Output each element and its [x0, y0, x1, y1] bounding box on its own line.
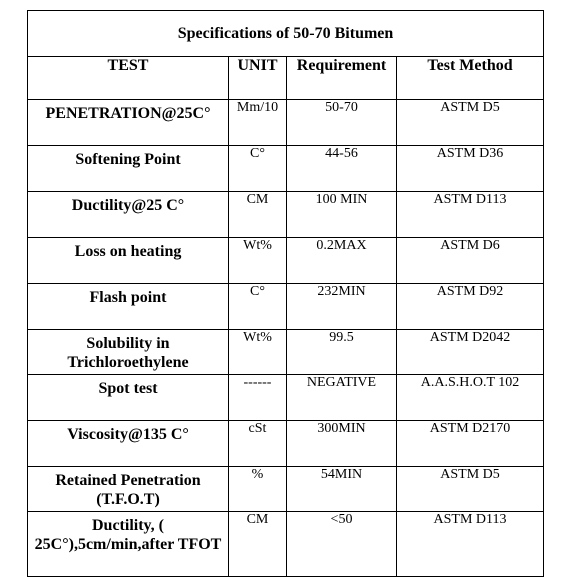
table-row	[28, 238, 544, 284]
unit-cell: Wt%	[229, 238, 287, 284]
test-name: Viscosity@135 C°	[28, 421, 229, 467]
test-name: Ductility@25 C°	[28, 192, 229, 238]
unit-cell: cSt	[229, 421, 287, 467]
test-name: Spot test	[28, 375, 229, 421]
unit-cell: CM	[229, 512, 287, 577]
table-row	[28, 330, 544, 375]
table-row	[28, 375, 544, 421]
requirement-cell: NEGATIVE	[287, 375, 397, 421]
unit-cell: %	[229, 467, 287, 512]
requirement-cell: 50-70	[287, 100, 397, 146]
header-unit: UNIT	[229, 57, 287, 100]
method-cell: ASTM D2042	[397, 330, 544, 375]
method-cell: ASTM D113	[397, 512, 544, 577]
requirement-cell: 300MIN	[287, 421, 397, 467]
header-requirement: Requirement	[287, 57, 397, 100]
method-cell: ASTM D92	[397, 284, 544, 330]
method-cell: ASTM D6	[397, 238, 544, 284]
method-cell: ASTM D113	[397, 192, 544, 238]
test-name: Retained Penetration (T.F.O.T)	[28, 467, 229, 512]
method-cell: ASTM D2170	[397, 421, 544, 467]
test-name: Loss on heating	[28, 238, 229, 284]
method-cell: A.A.S.H.O.T 102	[397, 375, 544, 421]
requirement-cell: 44-56	[287, 146, 397, 192]
title-row	[28, 11, 544, 57]
unit-cell: C°	[229, 284, 287, 330]
table-row	[28, 421, 544, 467]
test-name: Flash point	[28, 284, 229, 330]
header-row	[28, 57, 544, 100]
test-name: Softening Point	[28, 146, 229, 192]
method-cell: ASTM D5	[397, 100, 544, 146]
specifications-table	[27, 10, 544, 577]
table-row	[28, 100, 544, 146]
requirement-cell: 232MIN	[287, 284, 397, 330]
test-name: Solubility in Trichloroethylene	[28, 330, 229, 375]
unit-cell: Wt%	[229, 330, 287, 375]
table-row	[28, 146, 544, 192]
method-cell: ASTM D36	[397, 146, 544, 192]
table-row	[28, 192, 544, 238]
table-row	[28, 284, 544, 330]
test-name: PENETRATION@25C°	[28, 100, 229, 146]
table-title: Specifications of 50-70 Bitumen	[28, 11, 544, 57]
requirement-cell: 54MIN	[287, 467, 397, 512]
test-name: Ductility, ( 25C°),5cm/min,after TFOT	[28, 512, 229, 577]
method-cell: ASTM D5	[397, 467, 544, 512]
header-test-method: Test Method	[397, 57, 544, 100]
requirement-cell: 99.5	[287, 330, 397, 375]
requirement-cell: <50	[287, 512, 397, 577]
unit-cell: ------	[229, 375, 287, 421]
header-test: TEST	[28, 57, 229, 100]
unit-cell: CM	[229, 192, 287, 238]
unit-cell: Mm/10	[229, 100, 287, 146]
table-row	[28, 467, 544, 512]
requirement-cell: 100 MIN	[287, 192, 397, 238]
unit-cell: C°	[229, 146, 287, 192]
requirement-cell: 0.2MAX	[287, 238, 397, 284]
